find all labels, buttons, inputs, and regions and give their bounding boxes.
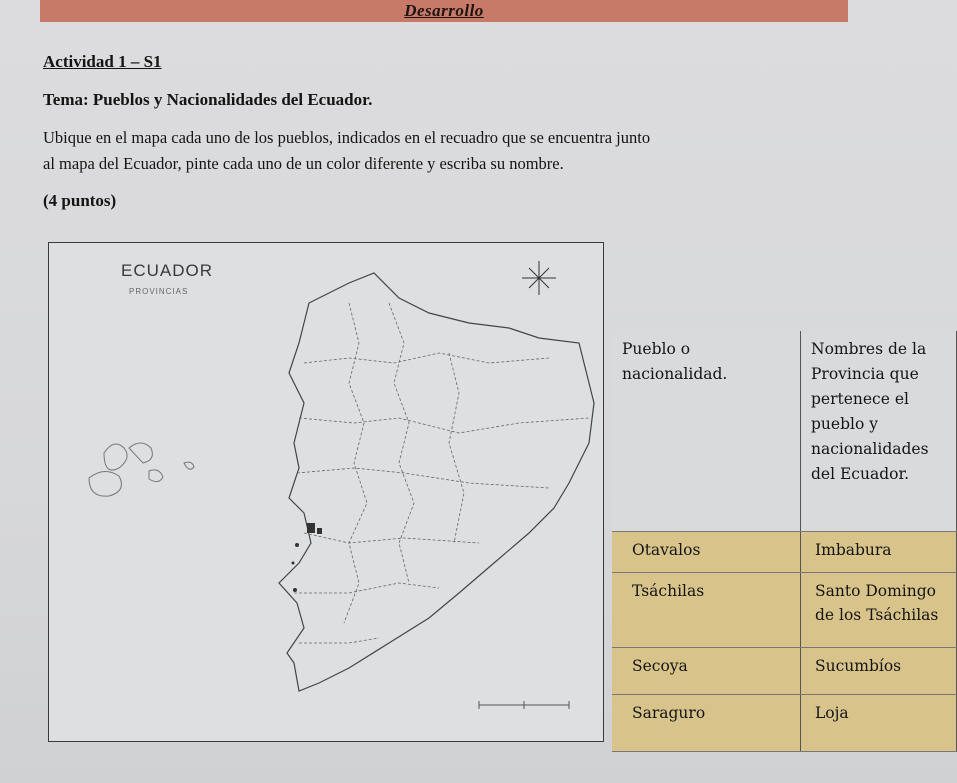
points-label: (4 puntos) bbox=[43, 191, 117, 210]
activity-title: Actividad 1 – S1 bbox=[43, 52, 162, 71]
province-borders bbox=[294, 303, 589, 643]
peoples-table bbox=[612, 331, 957, 752]
cell-pueblo: Otavalos bbox=[612, 532, 801, 573]
ecuador-map bbox=[48, 242, 604, 742]
instructions bbox=[43, 125, 863, 177]
map-drawing bbox=[49, 243, 605, 743]
banner-title: Desarrollo bbox=[404, 1, 484, 20]
cell-provincia: Imbabura bbox=[801, 532, 957, 573]
instructions-line-2: al mapa del Ecuador, pinte cada uno de un color diferente y escriba su nombre. bbox=[43, 154, 564, 173]
header-provincia: Nombres de la Provincia que pertenece el pueblo y nacionalidades del Ecuador. bbox=[801, 331, 957, 532]
cell-provincia: Loja bbox=[801, 695, 957, 752]
cell-pueblo: Secoya bbox=[612, 648, 801, 695]
table-row bbox=[612, 695, 957, 752]
mainland-outline bbox=[279, 273, 594, 691]
scale-bar bbox=[479, 701, 569, 709]
compass-rose-icon bbox=[522, 261, 556, 295]
map-subtitle: PROVINCIAS bbox=[129, 287, 189, 296]
cell-pueblo: Saraguro bbox=[612, 695, 801, 752]
map-title: ECUADOR bbox=[121, 261, 214, 280]
table-row bbox=[612, 573, 957, 648]
cell-provincia: Santo Domingo de los Tsáchilas bbox=[801, 573, 957, 648]
section-banner bbox=[40, 0, 848, 22]
table-header-row bbox=[612, 331, 957, 532]
topic-heading: Tema: Pueblos y Nacionalidades del Ecuador. bbox=[43, 90, 373, 109]
table-row bbox=[612, 532, 957, 573]
table-row bbox=[612, 648, 957, 695]
header-pueblo: Pueblo o nacionalidad. bbox=[612, 331, 801, 532]
galapagos-islands bbox=[89, 443, 194, 496]
cell-pueblo: Tsáchilas bbox=[612, 573, 801, 648]
cell-provincia: Sucumbíos bbox=[801, 648, 957, 695]
instructions-line-1: Ubique en el mapa cada uno de los pueblos, indicados en el recuadro que se encuentra junto bbox=[43, 128, 651, 147]
